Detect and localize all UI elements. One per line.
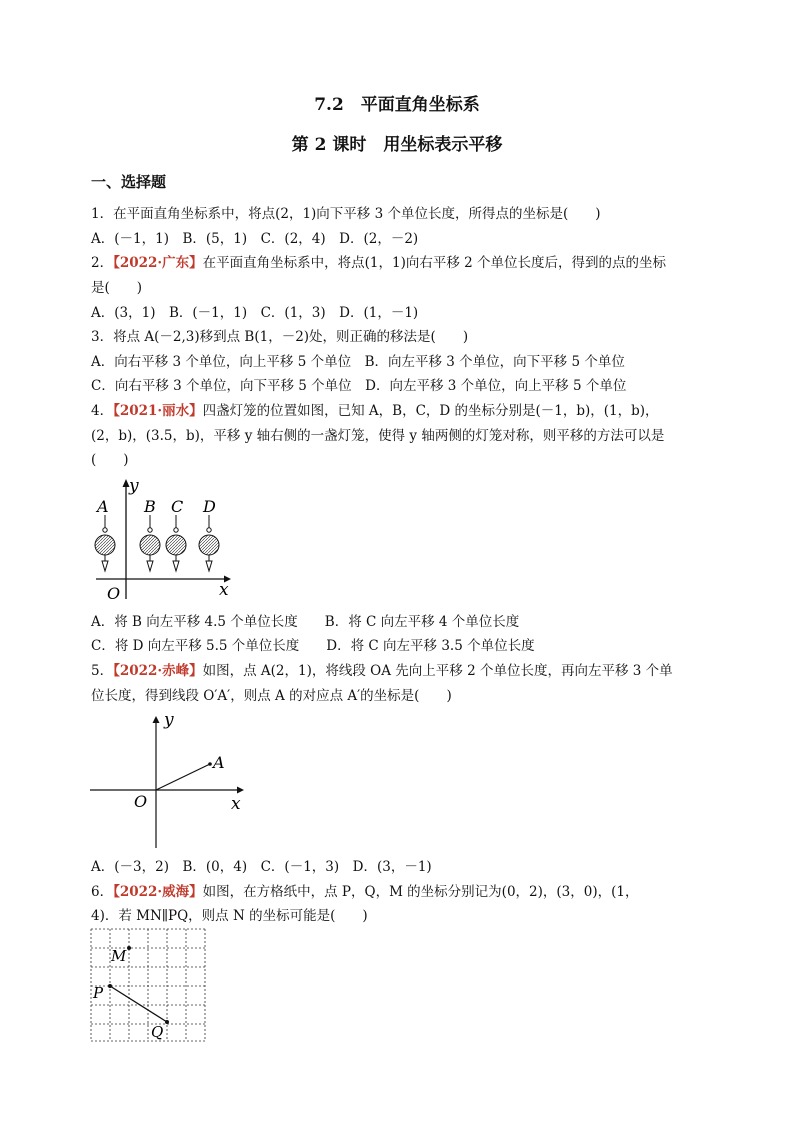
q4-fig-label-o: O <box>107 584 121 603</box>
q4-options-row2: C．将 D 向左平移 5.5 个单位长度 D．将 C 向左平移 3.5 个单位长度 <box>91 638 535 654</box>
q4-stem-line2: (2，b)，(3.5，b)，平移 y 轴右侧的一盏灯笼，使得 y 轴两侧的灯笼对称，则平移的方法可以是 <box>91 428 665 444</box>
grid-figure <box>88 925 210 1045</box>
q5-number: 5． <box>91 663 114 679</box>
q4-fig-label-y: y <box>129 476 139 496</box>
q6-stem-line2: 4)．若 MN∥PQ，则点 N 的坐标可能是( ) <box>91 908 368 924</box>
q5-fig-label-o: O <box>134 792 148 811</box>
q6-fig-label-p: P <box>93 984 104 1002</box>
lantern-d <box>199 515 219 571</box>
lantern-a <box>95 515 115 571</box>
q3-stem: 3．将点 A(－2,3)移到点 B(1，－2)处，则正确的移法是( ) <box>91 329 469 345</box>
q4-stem-line1 <box>91 399 659 419</box>
q5-source: 【2022·赤峰】 <box>113 663 203 679</box>
lantern-b <box>140 515 160 571</box>
q1-options: A．(－1，1) B．(5，1) C．(2，4) D．(2，－2) <box>91 231 419 247</box>
q5-fig-label-a: A <box>213 753 225 772</box>
q4-fig-label-d: D <box>203 497 216 516</box>
q5-options: A．(－3，2) B．(0，4) C．(－1，3) D．(3，－1) <box>91 859 432 875</box>
q6-number: 6． <box>91 884 114 900</box>
q6-fig-label-q: Q <box>151 1023 164 1041</box>
q5-text: 如图，点 A(2，1)，将线段 OA 先向上平移 2 个单位长度，再向左平移 3 个单 <box>202 663 673 679</box>
q5-fig-label-x: x <box>231 794 241 814</box>
q3-options-row1: A．向右平移 3 个单位，向上平移 5 个单位 B．向左平移 3 个单位，向下平移 5 个单位 <box>91 354 625 370</box>
page-title: 7.2 平面直角坐标系 <box>314 95 480 115</box>
section-heading: 一、选择题 <box>91 173 167 191</box>
q4-number: 4． <box>91 403 114 419</box>
q4-options-row1: A．将 B 向左平移 4.5 个单位长度 B．将 C 向左平移 4 个单位长度 <box>91 614 520 630</box>
q4-stem-line3: ( ) <box>91 452 129 468</box>
q4-text: 四盏灯笼的位置如图，已知 A，B，C，D 的坐标分别是(－1，b)，(1，b)， <box>202 403 659 419</box>
q4-fig-label-x: x <box>219 580 229 600</box>
q5-stem-line2: 位长度，得到线段 O′A′，则点 A 的对应点 A′的坐标是( ) <box>91 688 452 704</box>
lantern-figure <box>88 475 238 603</box>
q2-stem-line2: 是( ) <box>91 280 143 296</box>
q4-source: 【2021·丽水】 <box>113 403 203 419</box>
q1-stem: 1．在平面直角坐标系中，将点(2，1)向下平移 3 个单位长度，所得点的坐标是( ) <box>91 206 601 222</box>
q4-fig-label-a: A <box>97 497 109 516</box>
q2-stem-line1 <box>91 251 666 271</box>
q2-number: 2． <box>91 255 114 271</box>
q6-fig-label-m: M <box>111 947 127 965</box>
q6-text: 如图，在方格纸中，点 P，Q，M 的坐标分别记为(0，2)，(3，0)，(1， <box>202 884 639 900</box>
page-subtitle: 第 2 课时 用坐标表示平移 <box>291 135 503 155</box>
q5-fig-label-y: y <box>164 710 174 730</box>
q2-options: A．(3，1) B．(－1，1) C．(1，3) D．(1，－1) <box>91 305 419 321</box>
q2-text: 在平面直角坐标系中，将点(1，1)向右平移 2 个单位长度后，得到的点的坐标 <box>202 255 667 271</box>
lantern-c <box>166 515 186 571</box>
q4-fig-label-b: B <box>144 497 156 516</box>
q6-stem-line1 <box>91 880 638 900</box>
q2-source: 【2022·广东】 <box>113 255 203 271</box>
q5-stem-line1 <box>91 659 673 679</box>
q6-source: 【2022·威海】 <box>113 884 203 900</box>
q4-fig-label-c: C <box>171 497 184 516</box>
segment-oa-figure <box>88 710 253 850</box>
q3-options-row2: C．向右平移 3 个单位，向下平移 5 个单位 D．向左平移 3 个单位，向上平移 5 个单位 <box>91 378 627 394</box>
grid-lines <box>91 929 205 1041</box>
